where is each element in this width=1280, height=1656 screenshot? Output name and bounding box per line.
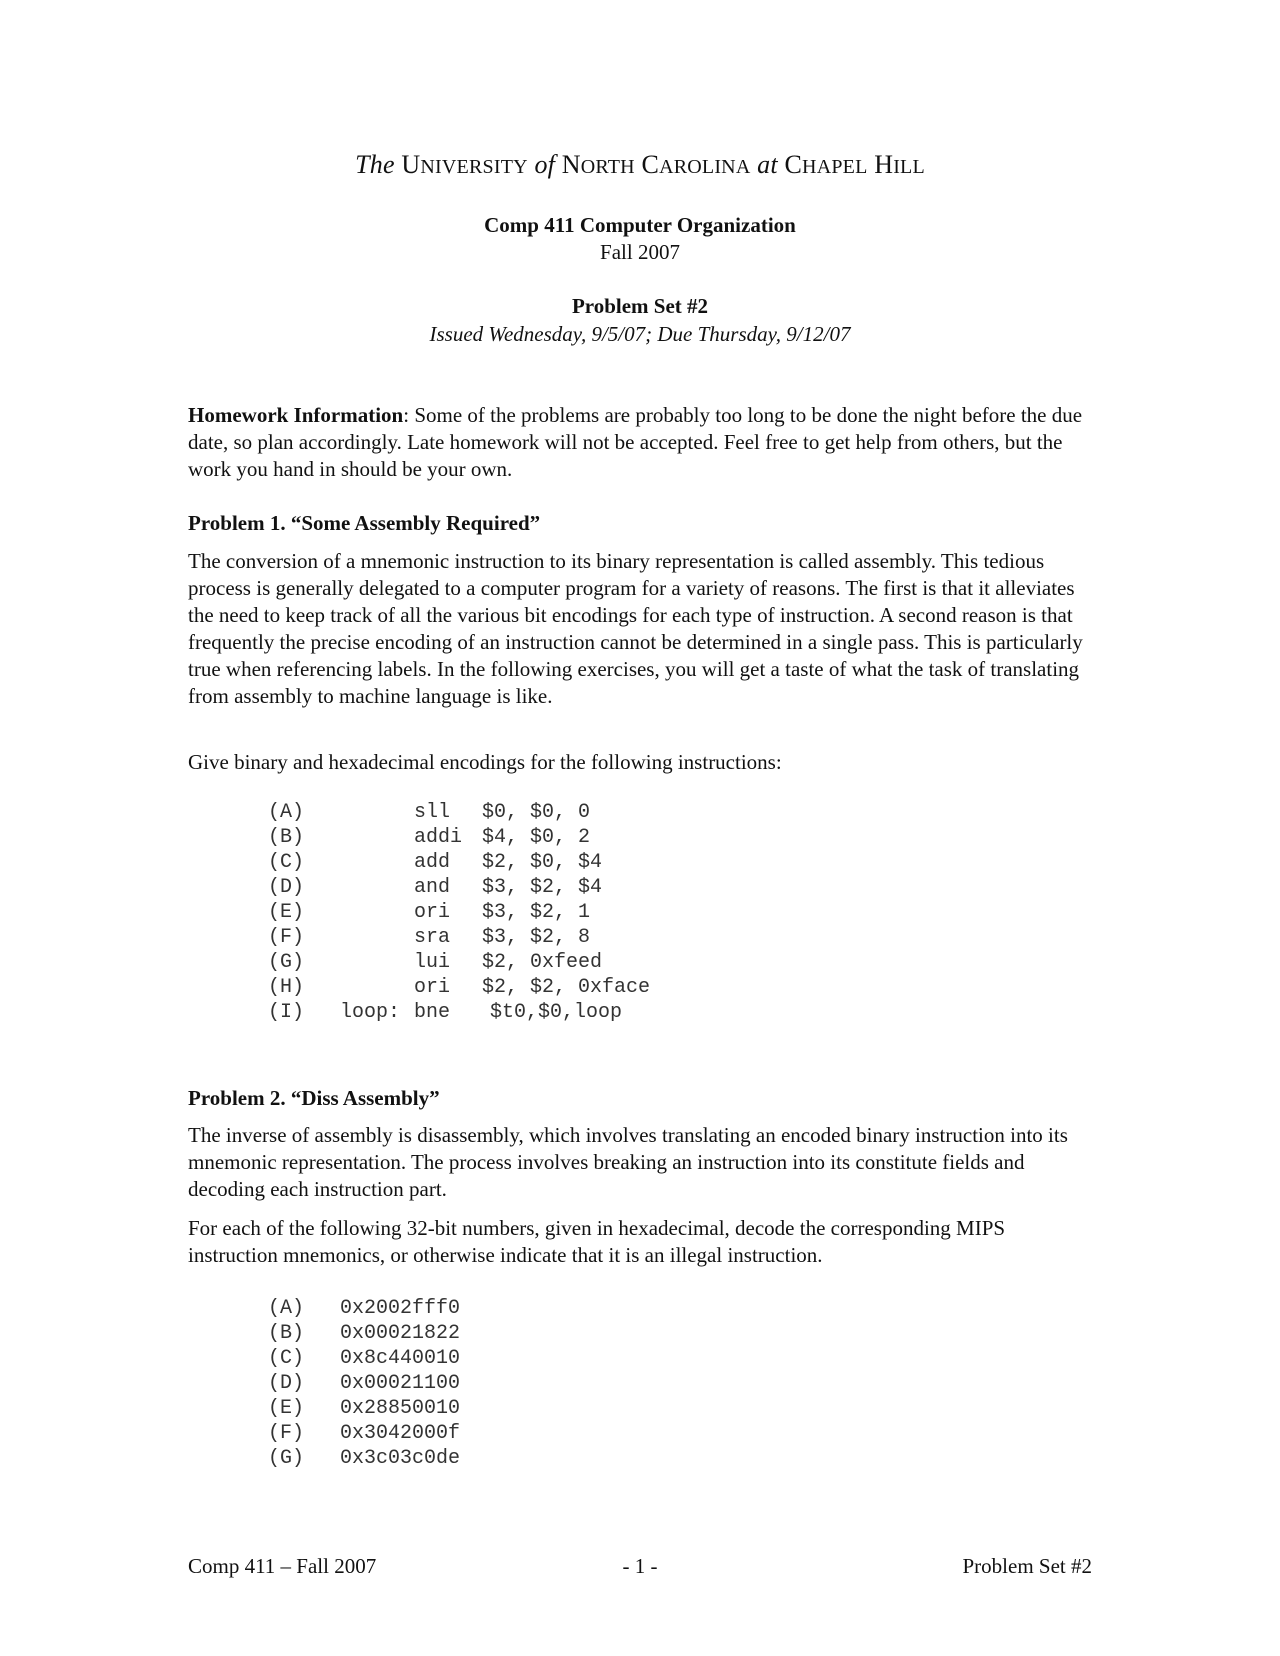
hex-value: 0x8c440010: [340, 1347, 461, 1370]
univ-orth: ORTH: [580, 156, 635, 178]
hex-label: (A): [268, 1297, 305, 1320]
instruction-label: (G): [268, 951, 305, 974]
hex-value: 0x2002fff0: [340, 1297, 461, 1320]
instruction-mnemonic: lui: [414, 951, 451, 974]
instruction-mnemonic: sll: [414, 801, 451, 824]
instruction-mnemonic: sra: [414, 926, 451, 949]
hex-label: (D): [268, 1372, 305, 1395]
instruction-label: (D): [268, 876, 305, 899]
hex-label: (B): [268, 1322, 305, 1345]
instruction-label: (F): [268, 926, 305, 949]
homework-information: [188, 402, 1098, 483]
course-title: Comp 411 Computer Organization: [484, 213, 796, 237]
instruction-args: $3, $2, 1: [482, 901, 591, 924]
problem-set-title: Problem Set #2: [571, 294, 709, 318]
univ-c: C: [641, 150, 660, 179]
instruction-args: $2, $2, 0xface: [482, 976, 651, 999]
hex-value: 0x00021100: [340, 1372, 461, 1395]
instruction-args: $2, 0xfeed: [482, 951, 603, 974]
univ-ill: ILL: [893, 156, 925, 178]
instruction-mnemonic: addi: [414, 826, 463, 849]
hex-label: (G): [268, 1447, 305, 1470]
instruction-loop-label: loop:: [340, 1001, 401, 1024]
instruction-mnemonic: ori: [414, 976, 451, 999]
footer-problem-set: Problem Set #2: [962, 1554, 1092, 1578]
instruction-label: (H): [268, 976, 305, 999]
instruction-args: $t0,$0,loop: [490, 1001, 623, 1024]
instruction-args: $3, $2, 8: [482, 926, 591, 949]
homework-label: Homework Information: [188, 403, 404, 427]
problem-1-prompt: Give binary and hexadecimal encodings for the following instructions:: [188, 750, 782, 774]
univ-arolina: AROLINA: [659, 156, 751, 178]
instruction-mnemonic: add: [414, 851, 451, 874]
footer-page-number: - 1 -: [622, 1554, 658, 1578]
instruction-mnemonic: ori: [414, 901, 451, 924]
hex-value: 0x3c03c0de: [340, 1447, 461, 1470]
univ-of: of: [534, 150, 556, 179]
univ-u: U: [401, 150, 421, 179]
issue-due-dates: Issued Wednesday, 9/5/07; Due Thursday, 9/12/07: [429, 322, 851, 346]
instruction-label: (A): [268, 801, 305, 824]
univ-niversity: NIVERSITY: [420, 156, 528, 178]
university-header: [0, 150, 1280, 180]
problem-1-body: The conversion of a mnemonic instruction to its binary representation is called assembly. This tedious process is generally delegated to a computer program for a variety of reasons. The first is that it alleviates the need to keep track of all the various bit encodings for each type of instruction. A second reason is that frequently the precise encoding of an instruction cannot be determined in a single pass. This is particularly true when referencing labels. In the following exercises, you will get a taste of what the task of translating from assembly to machine language is like.: [188, 549, 1083, 708]
instruction-args: $2, $0, $4: [482, 851, 603, 874]
instruction-args: $3, $2, $4: [482, 876, 603, 899]
hex-label: (E): [268, 1397, 305, 1420]
univ-h: H: [874, 150, 894, 179]
term: Fall 2007: [600, 240, 680, 264]
problem-1-heading: Problem 1. “Some Assembly Required”: [188, 511, 541, 535]
instruction-label: (C): [268, 851, 305, 874]
instruction-mnemonic: bne: [414, 1001, 451, 1024]
univ-n: N: [561, 150, 581, 179]
footer-course: Comp 411 – Fall 2007: [188, 1554, 377, 1578]
univ-at: at: [757, 150, 778, 179]
instruction-label: (E): [268, 901, 305, 924]
univ-c2: C: [784, 150, 803, 179]
univ-hapel: HAPEL: [802, 156, 868, 178]
hex-value: 0x3042000f: [340, 1422, 461, 1445]
problem-2-body: The inverse of assembly is disassembly, which involves translating an encoded binary instruction into its mnemonic representation. The process involves breaking an instruction into its constitute fields and decoding each instruction part.: [188, 1123, 1068, 1201]
hex-value: 0x28850010: [340, 1397, 461, 1420]
instruction-label: (I): [268, 1001, 305, 1024]
homework-text: : Some of the problems are probably too long to be done the night before the due date, so plan accordingly. Late homework will not be accepted. Feel free to get help from others, but the work you hand in should be your own.: [188, 403, 1083, 481]
instruction-args: $4, $0, 2: [482, 826, 591, 849]
hex-label: (C): [268, 1347, 305, 1370]
instruction-mnemonic: and: [414, 876, 451, 899]
hex-value: 0x00021822: [340, 1322, 461, 1345]
hex-label: (F): [268, 1422, 305, 1445]
problem-2-heading: Problem 2. “Diss Assembly”: [188, 1086, 440, 1110]
instruction-args: $0, $0, 0: [482, 801, 591, 824]
problem-2-prompt: For each of the following 32-bit numbers, given in hexadecimal, decode the corresponding MIPS instruction mnemonics, or otherwise indicate that it is an illegal instruction.: [188, 1216, 1006, 1267]
instruction-label: (B): [268, 826, 305, 849]
univ-the: The: [355, 150, 395, 179]
